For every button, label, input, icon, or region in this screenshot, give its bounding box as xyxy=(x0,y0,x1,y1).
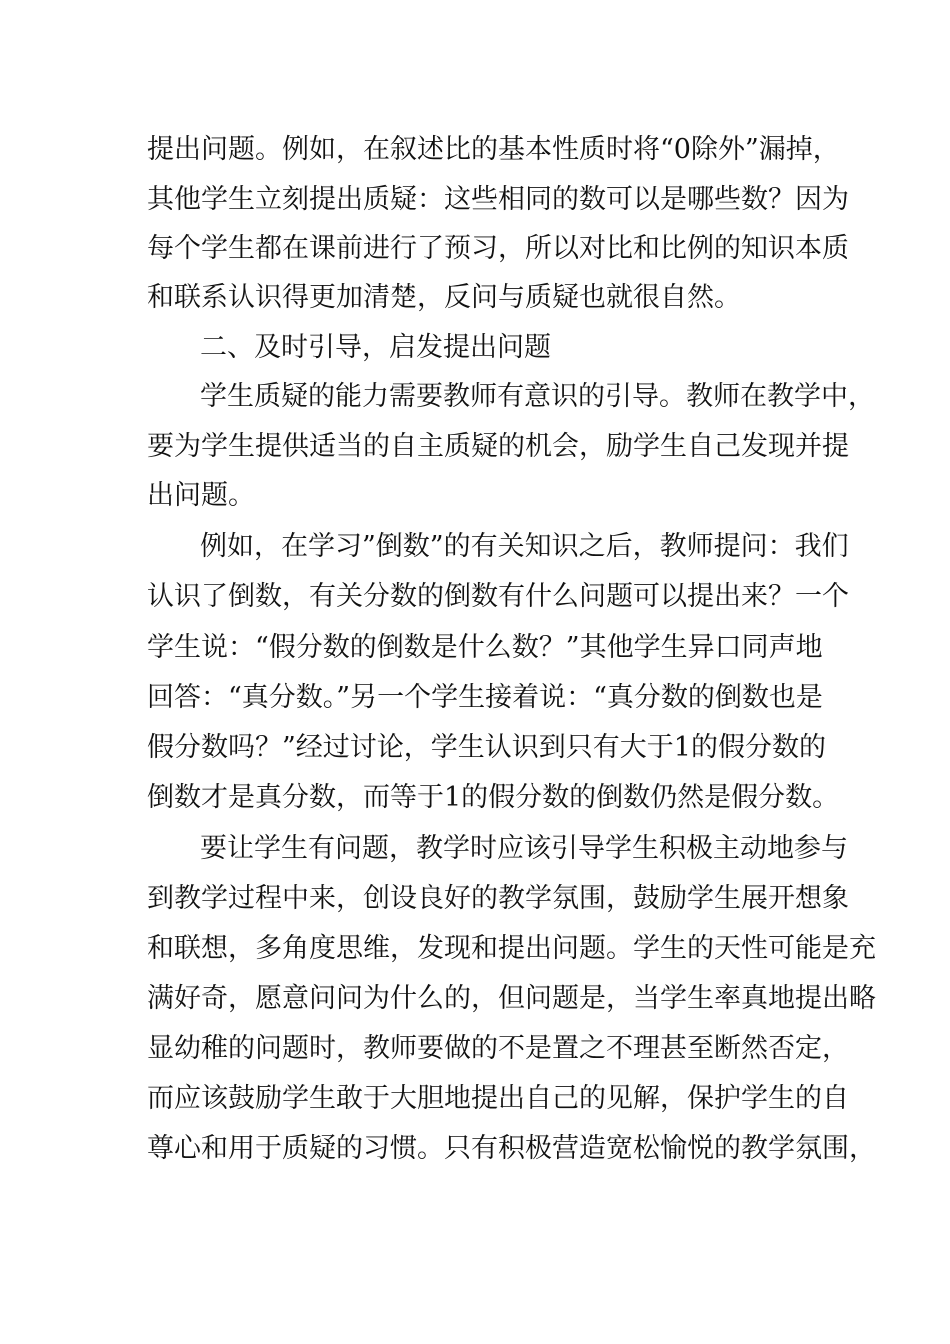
body-text-line: 每个学生都在课前进行了预习，所以对比和比例的知识本质 xyxy=(147,233,849,264)
body-text-line: 学生质疑的能力需要教师有意识的引导。教师在教学中， xyxy=(200,381,875,412)
body-text-line: 显幼稚的问题时，教师要做的不是置之不理甚至断然否定， xyxy=(147,1033,849,1064)
body-text-line: 满好奇，愿意问问为什么的，但问题是，当学生率真地提出略 xyxy=(147,983,876,1014)
body-text-line: 例如，在学习”倒数”的有关知识之后，教师提问：我们 xyxy=(200,531,849,562)
body-text-line: 假分数吗？”经过讨论，学生认识到只有大于1的假分数的 xyxy=(147,732,826,763)
body-text-line: 提出问题。例如，在叙述比的基本性质时将“0除外”漏掉， xyxy=(147,134,840,165)
body-text-line: 到教学过程中来，创设良好的教学氛围，鼓励学生展开想象 xyxy=(147,883,849,914)
body-text-line: 要让学生有问题，教学时应该引导学生积极主动地参与 xyxy=(200,833,848,864)
body-text-line: 和联系认识得更加清楚，反问与质疑也就很自然。 xyxy=(147,282,741,313)
body-text-line: 学生说：“假分数的倒数是什么数？”其他学生异口同声地 xyxy=(147,632,823,663)
section-heading: 二、及时引导，启发提出问题 xyxy=(200,332,551,363)
body-text-line: 出问题。 xyxy=(147,480,255,511)
body-text-line: 而应该鼓励学生敢于大胆地提出自己的见解，保护学生的自 xyxy=(147,1083,849,1114)
body-text-line: 和联想，多角度思维，发现和提出问题。学生的天性可能是充 xyxy=(147,933,876,964)
body-text-line: 要为学生提供适当的自主质疑的机会，励学生自己发现并提 xyxy=(147,431,849,462)
body-text-line: 认识了倒数，有关分数的倒数有什么问题可以提出来？一个 xyxy=(147,581,849,612)
body-text-line: 回答：“真分数。”另一个学生接着说：“真分数的倒数也是 xyxy=(147,682,823,713)
body-text-line: 尊心和用于质疑的习惯。只有积极营造宽松愉悦的教学氛围， xyxy=(147,1133,876,1164)
body-text-line: 其他学生立刻提出质疑：这些相同的数可以是哪些数？因为 xyxy=(147,184,849,215)
body-text-line: 倒数才是真分数，而等于1的假分数的倒数仍然是假分数。 xyxy=(147,782,840,813)
